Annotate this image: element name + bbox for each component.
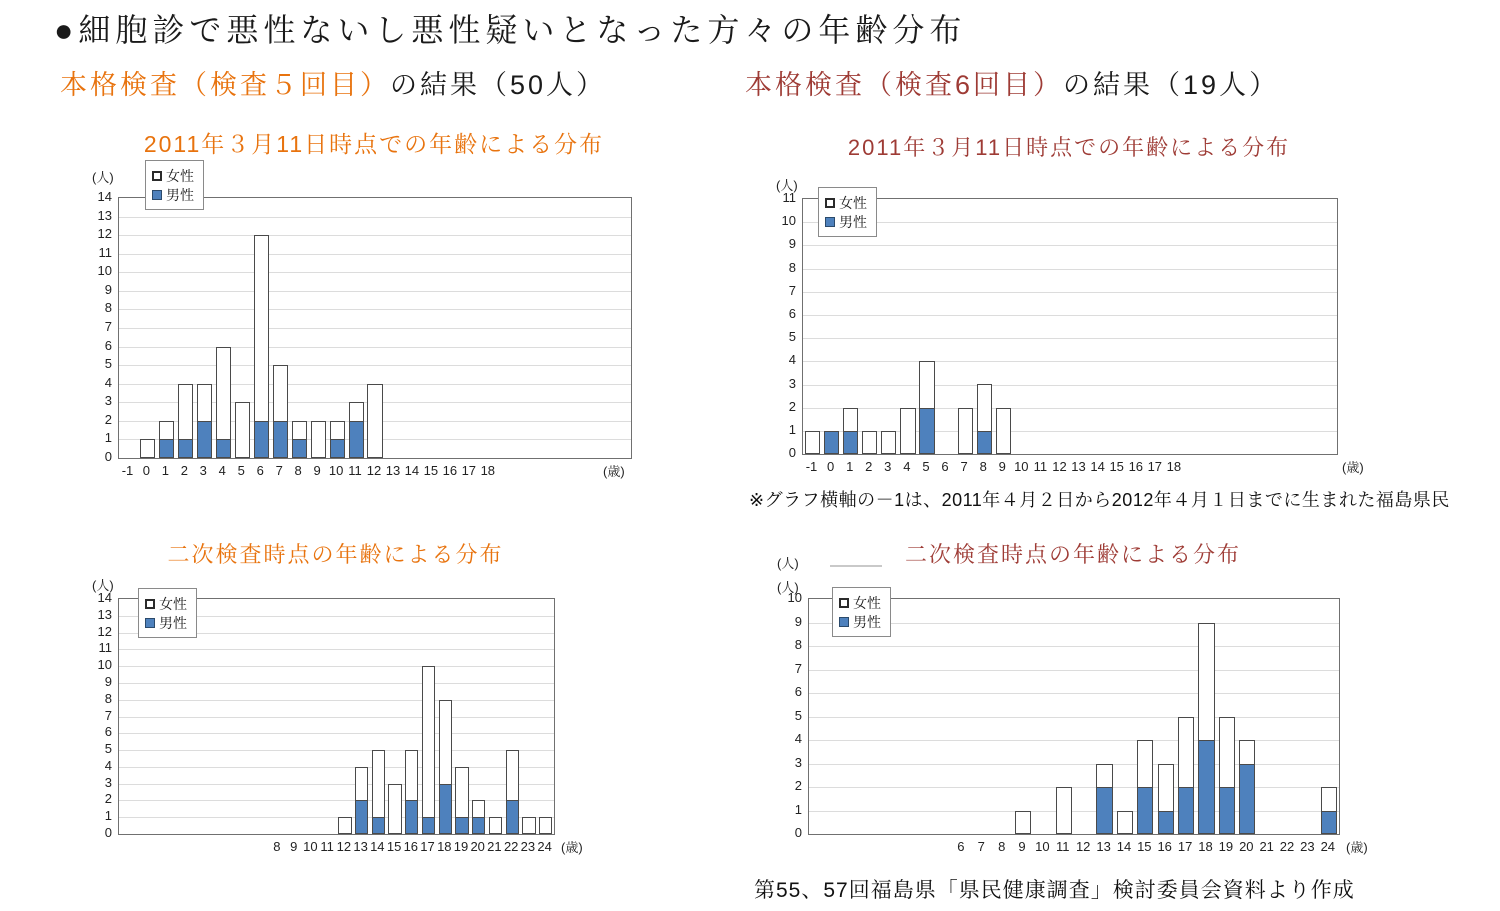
- x-tick-label: 19: [453, 839, 469, 854]
- x-tick-label: 12: [366, 463, 382, 478]
- bar-male-segment: [372, 817, 385, 834]
- chart-round6-age-at-2011: [776, 135, 1364, 475]
- bar-male-segment: [178, 439, 193, 458]
- bar-male-segment: [439, 784, 452, 834]
- x-tick-label: 4: [903, 459, 911, 474]
- x-tick-label: 0: [826, 459, 835, 474]
- y-tick-label: 2: [104, 791, 112, 807]
- legend: [832, 587, 891, 637]
- bar-male-segment: [1198, 740, 1214, 834]
- x-tick-label: 12: [1075, 839, 1091, 854]
- gridline: [119, 784, 554, 785]
- x-tick-label: 1: [161, 463, 170, 478]
- bar-female-segment: [273, 365, 288, 422]
- male-swatch-icon: [839, 617, 849, 627]
- x-tick-label: 18: [437, 839, 452, 854]
- y-tick-label: 5: [794, 707, 802, 723]
- bar-female-segment: [405, 750, 418, 801]
- y-tick-label: 6: [788, 305, 796, 321]
- bar-female-segment: [958, 408, 973, 454]
- x-tick-label: 13: [1071, 459, 1086, 474]
- x-tick-label: 9: [313, 463, 321, 478]
- x-tick-label: 1: [846, 459, 854, 474]
- x-tick-label: -1: [121, 463, 134, 478]
- gridline: [119, 235, 631, 236]
- y-axis-unit-label: (人): [92, 170, 114, 185]
- legend-label-male: 男性: [839, 214, 867, 230]
- bar-female-segment: [349, 402, 364, 422]
- male-swatch-icon: [825, 217, 835, 227]
- bar-male-segment: [1239, 764, 1255, 835]
- x-tick-label: 6: [256, 463, 264, 478]
- x-tick-label: 13: [1096, 839, 1111, 854]
- gridline: [119, 254, 631, 255]
- bar-female-segment: [1117, 811, 1133, 835]
- x-tick-label: 17: [461, 463, 477, 478]
- x-tick-label: 24: [1320, 839, 1336, 854]
- bar-male-segment: [506, 800, 519, 834]
- y-axis-unit-label: (人): [777, 556, 799, 571]
- source-attribution: 第55、57回福島県「県民健康調査」検討委員会資料より作成: [754, 879, 1355, 902]
- legend-item-male: [152, 187, 194, 203]
- bar-female-segment: [472, 800, 485, 818]
- bar-female-segment: [506, 750, 519, 801]
- bar-female-segment: [1096, 764, 1112, 789]
- gridline: [803, 361, 1337, 362]
- x-tick-label: 7: [275, 463, 283, 478]
- x-tick-label: 23: [1300, 839, 1315, 854]
- gridline: [803, 385, 1337, 386]
- y-tick-label: 0: [788, 445, 796, 460]
- x-tick-label: 15: [1109, 459, 1124, 474]
- y-axis-unit-label: (人): [776, 178, 798, 193]
- y-tick-label: 10: [781, 213, 796, 229]
- y-tick-label: 8: [788, 259, 796, 275]
- bar-female-segment: [522, 817, 535, 834]
- y-tick-label: 5: [788, 329, 796, 345]
- bar-male-segment: [843, 431, 858, 454]
- x-tick-label: 14: [1116, 839, 1132, 854]
- y-tick-label: 1: [794, 801, 802, 817]
- bar-female-segment: [367, 384, 382, 458]
- y-tick-label: 11: [98, 640, 112, 656]
- x-tick-label: 24: [537, 839, 552, 854]
- gridline: [803, 408, 1337, 409]
- gridline: [119, 800, 554, 801]
- y-tick-label: 1: [104, 808, 112, 824]
- x-tick-label: 6: [941, 459, 949, 474]
- gridline: [803, 338, 1337, 339]
- x-tick-label: 11: [320, 839, 334, 854]
- y-tick-label: 9: [104, 673, 112, 689]
- x-tick-label: 15: [1137, 839, 1152, 854]
- x-tick-label: 15: [386, 839, 402, 854]
- gridline: [809, 811, 1339, 812]
- x-tick-label: 3: [884, 459, 892, 474]
- x-tick-label: 14: [370, 839, 385, 854]
- chart-round5-age-at-2011: [92, 131, 630, 479]
- gridline: [803, 292, 1337, 293]
- x-tick-label: 22: [1279, 839, 1295, 854]
- x-tick-label: 20: [470, 839, 485, 854]
- y-tick-label: 13: [97, 207, 112, 223]
- y-tick-label: 6: [794, 684, 802, 699]
- bar-female-segment: [900, 408, 915, 454]
- bar-female-segment: [1239, 740, 1255, 765]
- x-tick-label: 8: [294, 463, 302, 478]
- legend: [818, 187, 877, 237]
- bar-male-segment: [455, 817, 468, 834]
- bar-female-segment: [197, 384, 212, 422]
- x-tick-label: 14: [1090, 459, 1105, 474]
- y-tick-label: 6: [104, 724, 112, 740]
- x-tick-label: 16: [442, 463, 458, 478]
- y-tick-label: 13: [97, 606, 112, 622]
- bar-female-segment: [1056, 787, 1072, 834]
- bar-male-segment: [1096, 787, 1112, 834]
- y-tick-label: 3: [104, 393, 112, 409]
- x-tick-label: 19: [1218, 839, 1234, 854]
- y-tick-label: 1: [104, 430, 112, 446]
- bar-female-segment: [919, 361, 934, 408]
- y-tick-label: 3: [104, 774, 112, 790]
- bar-female-segment: [1015, 811, 1031, 835]
- decorative-line: [830, 565, 882, 567]
- bar-female-segment: [422, 666, 435, 818]
- y-tick-label: 7: [104, 319, 112, 334]
- x-axis-unit-label: (歳): [1342, 460, 1364, 475]
- bar-female-segment: [355, 767, 368, 802]
- male-swatch-icon: [152, 190, 162, 200]
- gridline: [119, 217, 631, 218]
- x-axis-unit-label: (歳): [1346, 840, 1368, 855]
- heading-round5: [60, 63, 606, 102]
- heading-round5-rest: の結果（50人）: [390, 70, 607, 100]
- female-swatch-icon: [145, 599, 155, 609]
- x-tick-label: 17: [420, 839, 435, 854]
- y-tick-label: 8: [104, 690, 112, 706]
- bar-female-segment: [1198, 623, 1214, 742]
- y-tick-label: 8: [104, 300, 112, 316]
- legend-label-female: 女性: [853, 595, 881, 611]
- bar-male-segment: [919, 408, 934, 454]
- y-tick-label: 10: [787, 590, 802, 605]
- x-tick-label: 2: [180, 463, 189, 478]
- x-tick-label: 4: [218, 463, 226, 478]
- heading-round6-highlight: 本格検査（検査6回目）: [745, 70, 1064, 100]
- x-tick-label: 13: [385, 463, 401, 478]
- y-tick-label: 10: [97, 657, 112, 673]
- legend-item-male: [145, 615, 187, 631]
- chart-title: 2011年３月11日時点での年齢による分布: [847, 135, 1291, 160]
- x-axis-unit-label: (歳): [603, 464, 625, 479]
- bar-female-segment: [1219, 717, 1235, 789]
- y-tick-label: 6: [104, 337, 112, 353]
- y-tick-label: 12: [97, 226, 112, 242]
- bar-female-segment: [235, 402, 250, 458]
- axis-note: ※グラフ横軸の－1は、2011年４月２日から2012年４月１日までに生まれた福島県民: [749, 490, 1450, 510]
- bar-female-segment: [843, 408, 858, 432]
- bar-male-segment: [1137, 787, 1153, 834]
- gridline: [119, 683, 554, 684]
- gridline: [803, 245, 1337, 246]
- x-tick-label: -1: [805, 459, 818, 474]
- bar-male-segment: [1178, 787, 1194, 834]
- bar-female-segment: [996, 408, 1011, 454]
- bar-male-segment: [197, 421, 212, 458]
- bar-female-segment: [539, 817, 552, 834]
- bar-male-segment: [216, 439, 231, 458]
- x-tick-label: 9: [998, 459, 1006, 474]
- x-tick-label: 0: [142, 463, 151, 478]
- y-tick-label: 2: [794, 778, 802, 793]
- y-tick-label: 11: [782, 190, 796, 205]
- x-tick-label: 8: [979, 459, 987, 474]
- y-axis-unit-label: (人): [777, 580, 799, 595]
- y-tick-label: 11: [98, 244, 112, 260]
- x-tick-label: 20: [1239, 839, 1254, 854]
- x-tick-label: 10: [1014, 459, 1029, 474]
- y-tick-label: 7: [794, 660, 802, 676]
- heading-round6: [745, 63, 1279, 102]
- bar-female-segment: [216, 347, 231, 441]
- bar-male-segment: [472, 817, 485, 834]
- bar-female-segment: [1158, 764, 1174, 812]
- x-tick-label: 8: [273, 839, 281, 854]
- bar-male-segment: [159, 439, 174, 458]
- x-tick-label: 16: [1128, 459, 1144, 474]
- bar-male-segment: [273, 421, 288, 458]
- x-tick-label: 6: [957, 839, 965, 854]
- y-tick-label: 4: [794, 731, 802, 746]
- gridline: [119, 365, 631, 366]
- bar-female-segment: [311, 421, 326, 458]
- bar-male-segment: [330, 439, 345, 458]
- bar-male-segment: [1158, 811, 1174, 835]
- gridline: [809, 740, 1339, 741]
- y-tick-label: 7: [104, 707, 112, 723]
- bar-female-segment: [254, 235, 269, 422]
- bar-female-segment: [977, 384, 992, 431]
- bar-female-segment: [178, 384, 193, 441]
- gridline: [809, 717, 1339, 718]
- x-tick-label: 15: [423, 463, 439, 478]
- y-tick-label: 7: [788, 282, 796, 298]
- x-tick-label: 7: [960, 459, 968, 474]
- legend-item-female: [839, 595, 881, 611]
- y-tick-label: 14: [97, 590, 112, 605]
- y-tick-label: 5: [104, 356, 112, 372]
- x-tick-label: 9: [290, 839, 298, 854]
- page-title: ●細胞診で悪性ないし悪性疑いとなった方々の年齢分布: [54, 12, 967, 48]
- chart-title: 二次検査時点の年齢による分布: [167, 542, 504, 567]
- y-tick-label: 10: [97, 263, 112, 279]
- x-tick-label: 17: [1177, 839, 1193, 854]
- legend-item-female: [825, 195, 867, 211]
- y-tick-label: 8: [794, 637, 802, 652]
- y-tick-label: 0: [104, 449, 112, 464]
- gridline: [809, 693, 1339, 694]
- gridline: [119, 649, 554, 650]
- x-tick-label: 5: [922, 459, 930, 474]
- x-tick-label: 3: [199, 463, 207, 478]
- bar-female-segment: [439, 700, 452, 785]
- x-tick-label: 12: [1052, 459, 1067, 474]
- bar-female-segment: [862, 431, 877, 454]
- y-tick-label: 2: [788, 398, 796, 414]
- heading-round6-rest: の結果（19人）: [1063, 70, 1280, 100]
- x-tick-label: 16: [403, 839, 419, 854]
- bar-male-segment: [292, 439, 307, 458]
- bar-female-segment: [1137, 740, 1153, 788]
- y-tick-label: 9: [794, 613, 802, 629]
- plot-area: [118, 197, 632, 459]
- bar-female-segment: [338, 817, 351, 834]
- y-tick-label: 2: [104, 411, 112, 427]
- x-axis-unit-label: (歳): [561, 840, 583, 855]
- bar-male-segment: [405, 800, 418, 834]
- male-swatch-icon: [145, 618, 155, 628]
- bar-male-segment: [254, 421, 269, 458]
- x-tick-label: 13: [353, 839, 368, 854]
- bar-female-segment: [1178, 717, 1194, 789]
- gridline: [119, 733, 554, 734]
- x-tick-label: 11: [1033, 459, 1048, 474]
- x-tick-label: 11: [1056, 839, 1070, 854]
- bar-female-segment: [330, 421, 345, 441]
- gridline: [119, 328, 631, 329]
- x-tick-label: 18: [480, 463, 496, 478]
- bar-male-segment: [1219, 787, 1235, 834]
- legend-label-male: 男性: [166, 187, 194, 203]
- legend-item-female: [152, 168, 194, 184]
- gridline: [809, 646, 1339, 647]
- bar-female-segment: [140, 439, 155, 458]
- gridline: [119, 666, 554, 667]
- legend-item-male: [825, 214, 867, 230]
- female-swatch-icon: [152, 171, 162, 181]
- legend-label-male: 男性: [853, 614, 881, 630]
- bar-female-segment: [1321, 787, 1337, 812]
- bar-female-segment: [489, 817, 502, 834]
- x-tick-label: 8: [998, 839, 1006, 854]
- y-tick-label: 4: [788, 352, 796, 368]
- heading-round5-highlight: 本格検査（検査５回目）: [60, 70, 390, 100]
- x-tick-label: 16: [1157, 839, 1172, 854]
- bar-female-segment: [292, 421, 307, 441]
- gridline: [119, 309, 631, 310]
- bar-female-segment: [455, 767, 468, 818]
- bar-male-segment: [355, 800, 368, 834]
- legend: [145, 160, 204, 210]
- y-tick-label: 5: [104, 741, 112, 757]
- x-tick-label: 23: [520, 839, 536, 854]
- legend-label-male: 男性: [159, 615, 187, 631]
- gridline: [119, 717, 554, 718]
- gridline: [809, 764, 1339, 765]
- bar-male-segment: [977, 431, 992, 454]
- legend: [138, 588, 197, 638]
- chart-title: 二次検査時点の年齢による分布: [904, 542, 1241, 567]
- x-tick-label: 12: [336, 839, 352, 854]
- x-tick-label: 18: [1198, 839, 1213, 854]
- y-tick-label: 3: [788, 375, 796, 391]
- gridline: [119, 347, 631, 348]
- x-tick-label: 21: [487, 839, 502, 854]
- gridline: [119, 272, 631, 273]
- bar-male-segment: [1321, 811, 1337, 835]
- bar-female-segment: [805, 431, 820, 454]
- bar-female-segment: [881, 431, 896, 454]
- y-tick-label: 3: [794, 754, 802, 770]
- y-tick-label: 0: [104, 825, 112, 840]
- x-tick-label: 18: [1166, 459, 1182, 474]
- y-tick-label: 14: [97, 189, 112, 204]
- y-tick-label: 4: [104, 757, 112, 773]
- female-swatch-icon: [839, 598, 849, 608]
- x-tick-label: 21: [1259, 839, 1274, 854]
- y-tick-label: 4: [104, 374, 112, 390]
- x-tick-label: 22: [503, 839, 519, 854]
- legend-item-male: [839, 614, 881, 630]
- x-tick-label: 10: [303, 839, 318, 854]
- bar-male-segment: [824, 431, 839, 454]
- plot-area: [802, 198, 1338, 455]
- x-tick-label: 5: [237, 463, 245, 478]
- y-tick-label: 1: [788, 421, 796, 437]
- y-tick-label: 12: [97, 623, 112, 639]
- chart-title: 2011年３月11日時点での年齢による分布: [143, 131, 605, 157]
- x-tick-label: 2: [865, 459, 873, 474]
- legend-label-female: 女性: [839, 195, 867, 211]
- x-tick-label: 10: [1035, 839, 1050, 854]
- gridline: [119, 750, 554, 751]
- gridline: [803, 315, 1337, 316]
- x-tick-label: 17: [1147, 459, 1163, 474]
- female-swatch-icon: [825, 198, 835, 208]
- gridline: [809, 670, 1339, 671]
- legend-item-female: [145, 596, 187, 612]
- gridline: [119, 291, 631, 292]
- x-tick-label: 11: [348, 463, 362, 478]
- bar-female-segment: [372, 750, 385, 818]
- bar-male-segment: [349, 421, 364, 458]
- y-tick-label: 9: [104, 281, 112, 297]
- y-tick-label: 9: [788, 236, 796, 252]
- gridline: [119, 700, 554, 701]
- gridline: [803, 222, 1337, 223]
- chart-round5-age-at-secondary-exam: [92, 542, 583, 855]
- y-tick-label: 0: [794, 825, 802, 840]
- bar-male-segment: [422, 817, 435, 834]
- gridline: [803, 269, 1337, 270]
- bar-female-segment: [388, 784, 401, 834]
- gridline: [809, 787, 1339, 788]
- x-tick-label: 9: [1018, 839, 1026, 854]
- legend-label-female: 女性: [159, 596, 187, 612]
- y-axis-unit-label: (人): [92, 578, 114, 593]
- chart-round6-age-at-secondary-exam: [777, 542, 1368, 855]
- x-tick-label: 7: [977, 839, 985, 854]
- bar-female-segment: [159, 421, 174, 441]
- x-tick-label: 10: [328, 463, 344, 478]
- x-tick-label: 14: [404, 463, 420, 478]
- gridline: [119, 767, 554, 768]
- legend-label-female: 女性: [166, 168, 194, 184]
